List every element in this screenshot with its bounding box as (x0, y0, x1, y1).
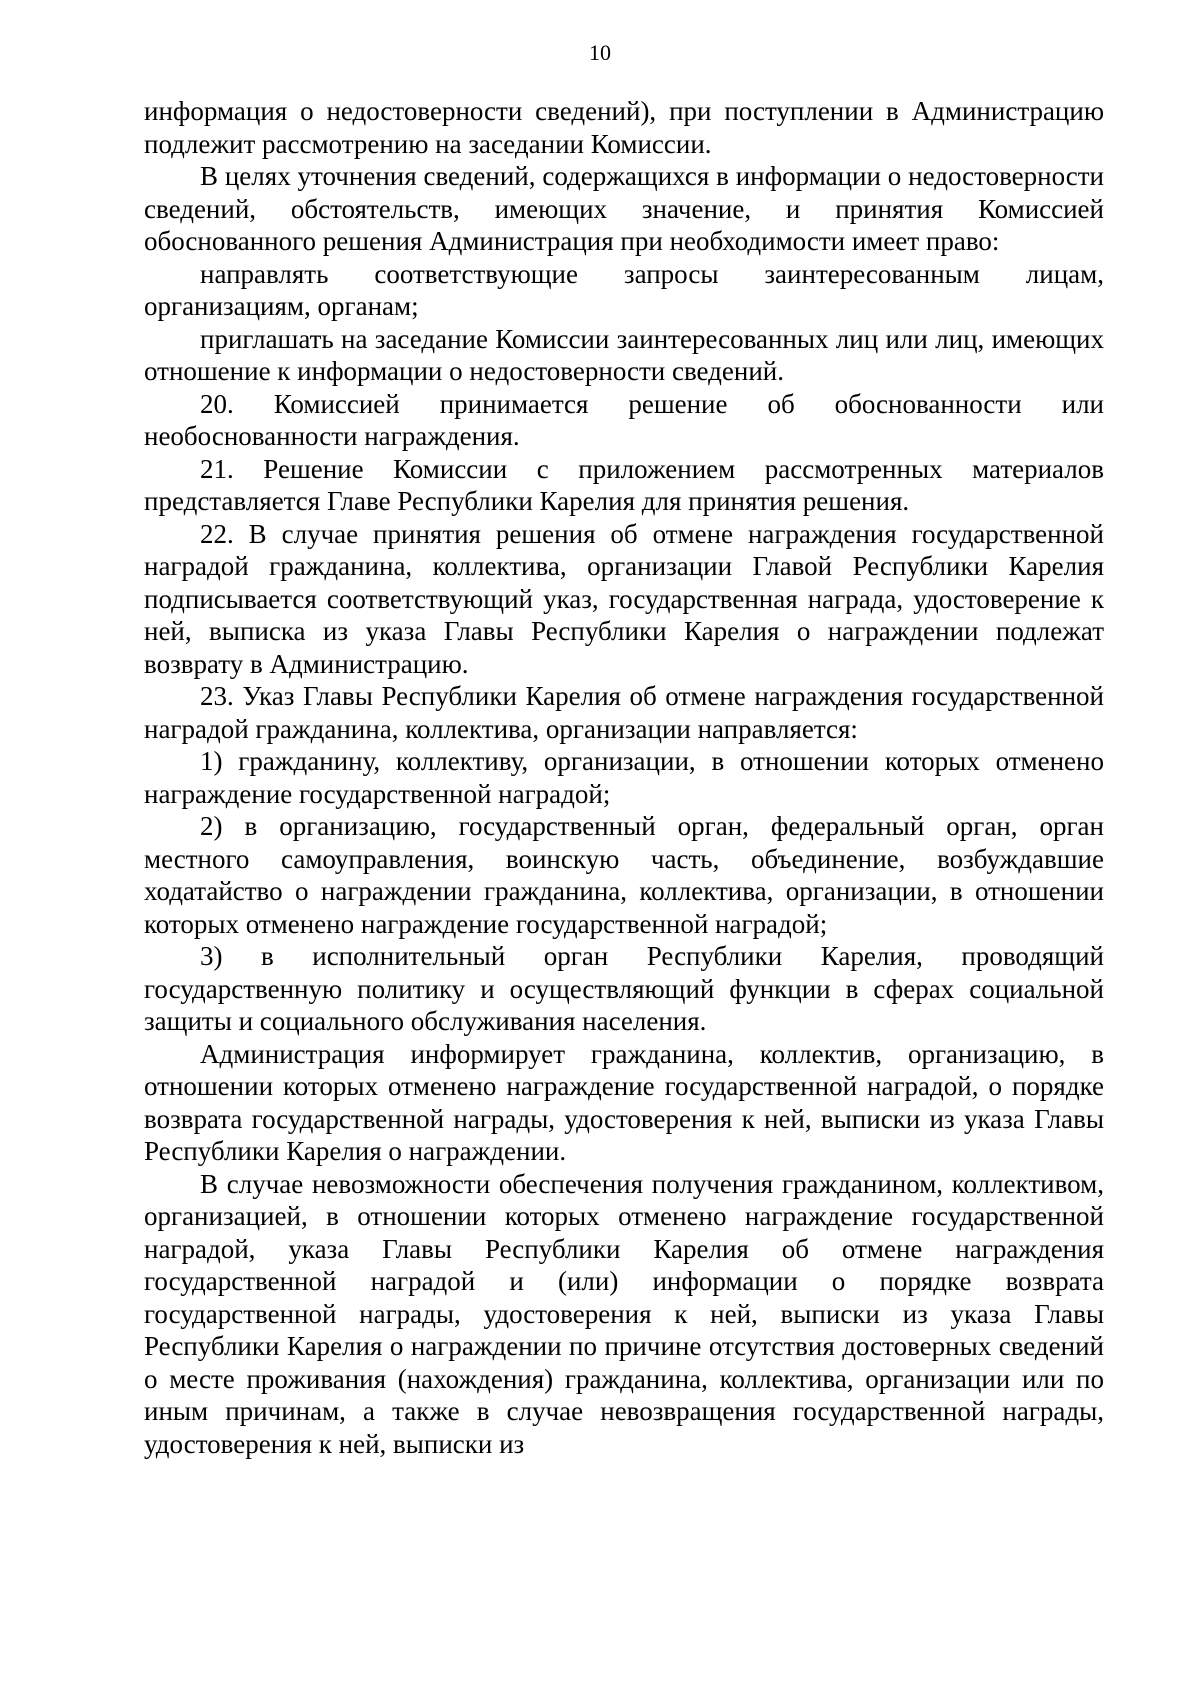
paragraph-subitem-1: 1) гражданину, коллективу, организации, в отношении которых отменено награждение государственной наградой; (144, 746, 1104, 809)
paragraph-item-23: 23. Указ Главы Республики Карелия об отмене награждения государственной наградой гражданина, коллектива, организации направляется: (144, 681, 1104, 744)
paragraph-item-21: 21. Решение Комиссии с приложением рассмотренных материалов представляется Главе Республики Карелия для принятия решения. (144, 453, 1104, 516)
paragraph-continuation: информация о недостоверности сведений), при поступлении в Администрацию подлежит рассмотрению на заседании Комиссии. (144, 96, 1104, 159)
paragraph-item-22: 22. В случае принятия решения об отмене награждения государственной наградой гражданина, коллектива, организации Главой Республики Карелия подписывается соответствующий указ, государственная награда, удостоверение к ней, выписка из указа Главы Республики Карелия о награждении подлежат возврату в Администрацию. (144, 518, 1104, 679)
paragraph-item-20: 20. Комиссией принимается решение об обоснованности или необоснованности награждения. (144, 388, 1104, 451)
paragraph-clarification-rights: В целях уточнения сведений, содержащихся в информации о недостоверности сведений, обстоятельств, имеющих значение, и принятия Комиссией обоснованного решения Администрация при необходимости имеет право: (144, 161, 1104, 256)
document-body (144, 95, 1104, 1460)
paragraph-subitem-3: 3) в исполнительный орган Республики Карелия, проводящий государственную политику и осуществляющий функции в сферах социальной защиты и социального обслуживания населения. (144, 941, 1104, 1036)
paragraph-send-requests: направлять соответствующие запросы заинтересованным лицам, организациям, органам; (144, 258, 1104, 321)
paragraph-administration-informs: Администрация информирует гражданина, коллектив, организацию, в отношении которых отменено награждение государственной наградой, о порядке возврата государственной награды, удостоверения к ней, выписки из указа Главы Республики Карелия о награждении. (144, 1038, 1104, 1166)
paragraph-subitem-2: 2) в организацию, государственный орган, федеральный орган, орган местного самоуправления, воинскую часть, объединение, возбуждавшие ходатайство о награждении гражданина, коллектива, организации, в отношении которых отменено награждение государственной наградой; (144, 811, 1104, 939)
page-number: 10 (589, 40, 611, 65)
paragraph-impossibility-case: В случае невозможности обеспечения получения гражданином, коллективом, организацией, в отношении которых отменено награждение государственной наградой, указа Главы Республики Карелия об отмене награждения государственной наградой и (или) информации о порядке возврата государственной награды, удостоверения к ней, выписки из указа Главы Республики Карелия о награждении по причине отсутствия достоверных сведений о месте проживания (нахождения) гражданина, коллектива, организации или по иным причинам, а также в случае невозвращения государственной награды, удостоверения к ней, выписки из (144, 1168, 1104, 1459)
paragraph-invite-persons: приглашать на заседание Комиссии заинтересованных лиц или лиц, имеющих отношение к информации о недостоверности сведений. (144, 323, 1104, 386)
